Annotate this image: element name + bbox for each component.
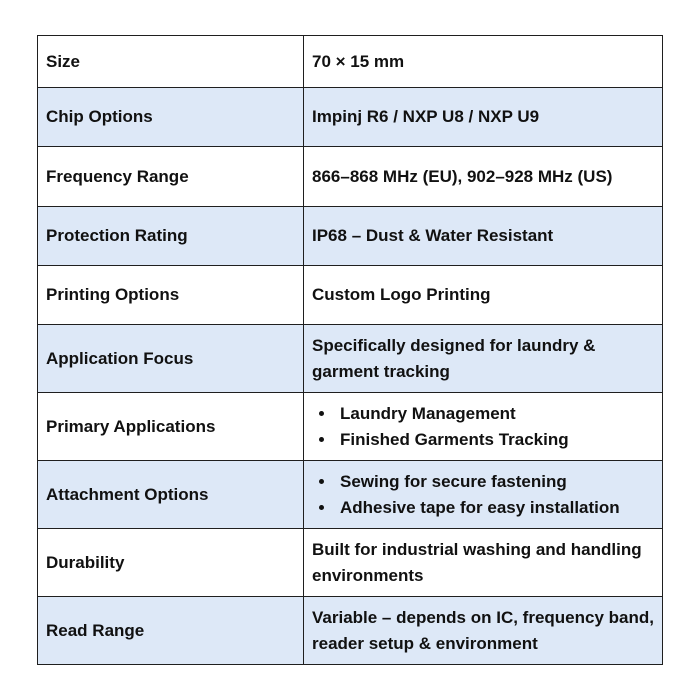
table-row-attachment-options <box>38 461 663 529</box>
row-label: Durability <box>38 529 304 597</box>
row-value: Built for industrial washing and handling environments <box>304 529 663 597</box>
row-label: Protection Rating <box>38 207 304 266</box>
list-item: • Laundry Management <box>336 401 654 427</box>
row-label: Chip Options <box>38 88 304 147</box>
row-label: Size <box>38 36 304 88</box>
table-row-application-focus <box>38 325 663 393</box>
table-row-protection-rating <box>38 207 663 266</box>
row-value <box>304 393 663 461</box>
row-value: 70 × 15 mm <box>304 36 663 88</box>
table-row-durability <box>38 529 663 597</box>
row-label: Frequency Range <box>38 147 304 207</box>
table-row-primary-applications <box>38 393 663 461</box>
row-label: Read Range <box>38 597 304 665</box>
table-row-chip-options <box>38 88 663 147</box>
row-label: Primary Applications <box>38 393 304 461</box>
table-row-frequency-range <box>38 147 663 207</box>
row-label: Printing Options <box>38 266 304 325</box>
list-item: • Sewing for secure fastening <box>336 469 654 495</box>
row-value: Impinj R6 / NXP U8 / NXP U9 <box>304 88 663 147</box>
list-item: • Adhesive tape for easy installation <box>336 495 654 521</box>
table-row-printing-options <box>38 266 663 325</box>
row-value: IP68 – Dust & Water Resistant <box>304 207 663 266</box>
row-value: Custom Logo Printing <box>304 266 663 325</box>
row-value: 866–868 MHz (EU), 902–928 MHz (US) <box>304 147 663 207</box>
bullet-list <box>312 401 654 453</box>
row-label: Attachment Options <box>38 461 304 529</box>
spec-table <box>37 35 663 665</box>
row-value <box>304 461 663 529</box>
row-value: Specifically designed for laundry & garment tracking <box>304 325 663 393</box>
row-value: Variable – depends on IC, frequency band, reader setup & environment <box>304 597 663 665</box>
row-label: Application Focus <box>38 325 304 393</box>
bullet-list <box>312 469 654 521</box>
list-item: • Finished Garments Tracking <box>336 427 654 453</box>
table-row-read-range <box>38 597 663 665</box>
table-row-size <box>38 36 663 88</box>
